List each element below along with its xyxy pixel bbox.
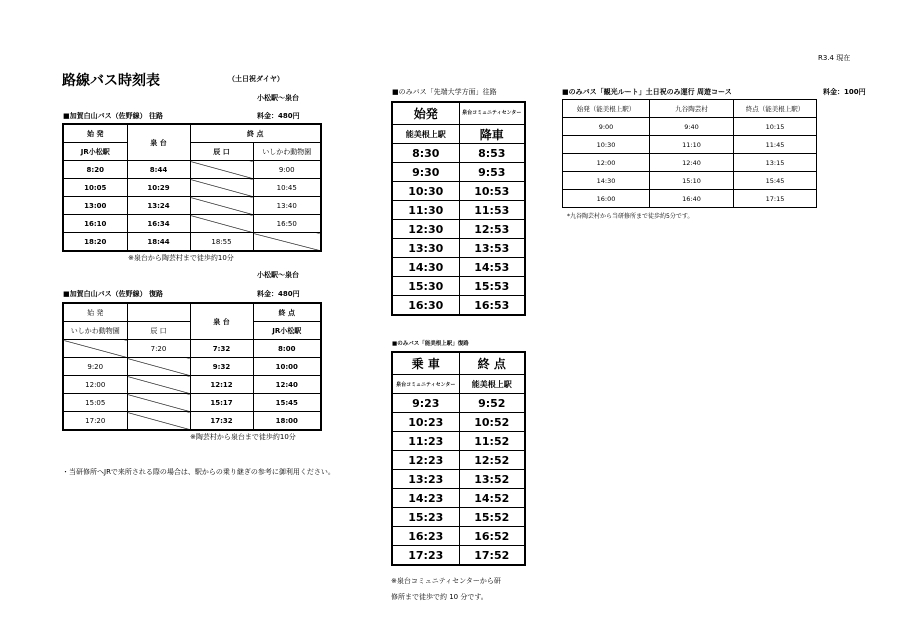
kaga-out-cell: 8:20 (63, 161, 127, 179)
kaga-out-cell: 18:44 (127, 233, 190, 252)
nomi-ret-cell: 17:52 (459, 546, 525, 566)
nomi-out-cell: 16:53 (459, 296, 525, 316)
nomi-out-cell: 9:53 (459, 163, 525, 182)
table-row (392, 527, 525, 546)
table-row (63, 161, 321, 179)
nomi-ret-cell: 9:52 (459, 394, 525, 413)
table-row (392, 239, 525, 258)
nomi-out-heading: ■のみバス「先端大学方面」往路 (392, 88, 497, 96)
kaga-out-col-izumidai: 泉 台 (127, 124, 190, 161)
kaga-out-fare: 料金：480円 (257, 112, 300, 120)
nomi-kanko-fare: 料金：100円 (823, 88, 866, 96)
kaga-out-cell: 8:44 (127, 161, 190, 179)
nomi-ret-cell: 13:23 (392, 470, 459, 489)
nomi-ret-col-board: 乗 車 (392, 352, 459, 375)
kaga-ret-cell: 17:20 (63, 412, 127, 431)
table-row (392, 296, 525, 316)
nomi-kanko-table (562, 99, 817, 208)
nomi-kanko-heading: ■のみバス「観光ルート」土日祝のみ運行 周遊コース (562, 88, 732, 96)
kaga-ret-route-label: 小松駅～泉台 (257, 271, 299, 279)
nomi-out-cell: 10:30 (392, 182, 459, 201)
nomi-out-sub-start: 能美根上駅 (392, 125, 459, 144)
nomi-kanko-cell: 12:00 (563, 154, 650, 172)
nomi-out-cell: 13:30 (392, 239, 459, 258)
table-row (392, 277, 525, 296)
table-row (392, 508, 525, 527)
kaga-ret-cell: 9:32 (190, 358, 253, 376)
table-row (392, 201, 525, 220)
nomi-out-table (391, 101, 526, 316)
kaga-out-sub-tatsunokuchi: 辰 口 (190, 143, 253, 161)
nomi-out-cell: 14:53 (459, 258, 525, 277)
general-note: ・当研修所へJRで来所される際の場合は、駅からの乗り継ぎの参考に御利用ください。 (62, 468, 335, 476)
table-row (63, 179, 321, 197)
kaga-out-empty-cell (253, 233, 321, 252)
kaga-ret-empty-cell (127, 376, 190, 394)
nomi-ret-table (391, 351, 526, 566)
nomi-kanko-cell: 15:10 (650, 172, 734, 190)
nomi-ret-sub-board: 泉台コミュニティセンター (392, 375, 459, 394)
kaga-ret-empty-cell (63, 340, 127, 358)
table-row (392, 182, 525, 201)
nomi-kanko-cell: 13:15 (734, 154, 817, 172)
kaga-out-cell: 13:24 (127, 197, 190, 215)
table-row (392, 451, 525, 470)
kaga-out-cell: 10:29 (127, 179, 190, 197)
nomi-out-cell: 13:53 (459, 239, 525, 258)
nomi-ret-cell: 12:23 (392, 451, 459, 470)
kaga-ret-empty-cell (127, 412, 190, 431)
nomi-kanko-cell: 9:00 (563, 118, 650, 136)
table-row (63, 233, 321, 252)
nomi-ret-heading: ■のみバス「能美根上駅」復路 (392, 341, 469, 347)
as-of-date: R3.4 現在 (818, 54, 851, 62)
nomi-ret-note-line2: 修所まで徒歩で約 10 分です。 (391, 593, 488, 601)
nomi-kanko-cell: 17:15 (734, 190, 817, 208)
kaga-out-table (62, 123, 322, 252)
kaga-out-note: ※泉台から陶芸村まで徒歩約10分 (128, 254, 234, 262)
kaga-ret-empty-cell (127, 358, 190, 376)
nomi-kanko-col-end: 終点（能美根上駅） (734, 100, 817, 118)
kaga-out-cell: 18:55 (190, 233, 253, 252)
nomi-out-cell: 11:53 (459, 201, 525, 220)
table-row (63, 340, 321, 358)
table-row (392, 432, 525, 451)
kaga-out-empty-cell (190, 179, 253, 197)
kaga-ret-cell: 12:00 (63, 376, 127, 394)
table-row (392, 258, 525, 277)
table-row (63, 394, 321, 412)
kaga-ret-fare: 料金：480円 (257, 290, 300, 298)
kaga-ret-col-end: 終 点 (253, 303, 321, 322)
nomi-ret-col-end: 終 点 (459, 352, 525, 375)
kaga-out-cell: 10:45 (253, 179, 321, 197)
kaga-ret-sub-end: JR小松駅 (253, 322, 321, 340)
kaga-out-cell: 16:10 (63, 215, 127, 233)
nomi-ret-note-line1: ※泉台コミュニティセンターから研 (391, 577, 501, 585)
table-row (392, 546, 525, 566)
nomi-ret-sub-end: 能美根上駅 (459, 375, 525, 394)
kaga-ret-cell: 7:20 (127, 340, 190, 358)
page-subtitle: （土日祝ダイヤ） (228, 75, 284, 83)
kaga-out-cell: 13:00 (63, 197, 127, 215)
table-row (392, 220, 525, 239)
kaga-ret-col-start: 始 発 (63, 303, 127, 322)
table-row (563, 118, 817, 136)
kaga-out-col-end: 終 点 (190, 124, 321, 143)
table-row (563, 172, 817, 190)
table-row (392, 489, 525, 508)
nomi-out-cell: 10:53 (459, 182, 525, 201)
nomi-kanko-cell: 16:00 (563, 190, 650, 208)
kaga-ret-col-blank (127, 303, 190, 322)
nomi-kanko-cell: 11:45 (734, 136, 817, 154)
nomi-ret-cell: 13:52 (459, 470, 525, 489)
nomi-kanko-cell: 9:40 (650, 118, 734, 136)
kaga-out-cell: 16:34 (127, 215, 190, 233)
nomi-kanko-col-kutani: 九谷陶芸村 (650, 100, 734, 118)
nomi-out-cell: 8:30 (392, 144, 459, 163)
nomi-out-sub-alight: 降車 (459, 125, 525, 144)
kaga-ret-table (62, 302, 322, 431)
kaga-ret-note: ※陶芸村から泉台まで徒歩約10分 (190, 433, 296, 441)
table-row (563, 190, 817, 208)
table-row (392, 144, 525, 163)
table-row (392, 413, 525, 432)
nomi-out-cell: 15:30 (392, 277, 459, 296)
kaga-ret-cell: 15:17 (190, 394, 253, 412)
nomi-ret-cell: 12:52 (459, 451, 525, 470)
nomi-kanko-note: *九谷陶芸村から当研修所まで徒歩約5分です。 (567, 213, 694, 220)
kaga-ret-sub-zoo: いしかわ動物園 (63, 322, 127, 340)
kaga-ret-sub-tatsunokuchi: 辰 口 (127, 322, 190, 340)
nomi-out-cell: 9:30 (392, 163, 459, 182)
nomi-out-cell: 15:53 (459, 277, 525, 296)
kaga-ret-cell: 18:00 (253, 412, 321, 431)
table-row (63, 197, 321, 215)
kaga-out-cell: 16:50 (253, 215, 321, 233)
nomi-out-cell: 12:53 (459, 220, 525, 239)
table-row (392, 470, 525, 489)
nomi-ret-cell: 15:23 (392, 508, 459, 527)
nomi-kanko-cell: 12:40 (650, 154, 734, 172)
table-row (563, 154, 817, 172)
kaga-ret-cell: 15:05 (63, 394, 127, 412)
nomi-ret-cell: 11:52 (459, 432, 525, 451)
nomi-ret-cell: 16:23 (392, 527, 459, 546)
kaga-out-cell: 13:40 (253, 197, 321, 215)
kaga-ret-heading: ■加賀白山バス（佐野線） 復路 (63, 290, 164, 298)
kaga-out-empty-cell (190, 161, 253, 179)
kaga-out-heading: ■加賀白山バス（佐野線） 往路 (63, 112, 164, 120)
kaga-ret-cell: 10:00 (253, 358, 321, 376)
kaga-ret-cell: 12:12 (190, 376, 253, 394)
kaga-out-sub-zoo: いしかわ動物園 (253, 143, 321, 161)
kaga-out-sub-start: JR小松駅 (63, 143, 127, 161)
nomi-kanko-cell: 10:30 (563, 136, 650, 154)
table-row (392, 163, 525, 182)
kaga-ret-cell: 8:00 (253, 340, 321, 358)
nomi-ret-cell: 17:23 (392, 546, 459, 566)
nomi-ret-cell: 14:23 (392, 489, 459, 508)
page-title: 路線バス時刻表 (62, 73, 160, 89)
nomi-out-cell: 8:53 (459, 144, 525, 163)
nomi-ret-cell: 15:52 (459, 508, 525, 527)
kaga-out-empty-cell (190, 197, 253, 215)
table-row (63, 412, 321, 431)
nomi-out-cell: 11:30 (392, 201, 459, 220)
kaga-ret-empty-cell (127, 394, 190, 412)
table-row (63, 358, 321, 376)
kaga-out-cell: 9:00 (253, 161, 321, 179)
nomi-ret-cell: 11:23 (392, 432, 459, 451)
nomi-ret-cell: 9:23 (392, 394, 459, 413)
nomi-out-cell: 14:30 (392, 258, 459, 277)
nomi-kanko-cell: 14:30 (563, 172, 650, 190)
nomi-out-cell: 16:30 (392, 296, 459, 316)
kaga-ret-cell: 7:32 (190, 340, 253, 358)
kaga-out-cell: 18:20 (63, 233, 127, 252)
kaga-out-empty-cell (190, 215, 253, 233)
nomi-kanko-cell: 16:40 (650, 190, 734, 208)
nomi-kanko-col-start: 始発（能美根上駅） (563, 100, 650, 118)
nomi-kanko-cell: 10:15 (734, 118, 817, 136)
kaga-ret-col-izumidai: 泉 台 (190, 303, 253, 340)
kaga-ret-cell: 12:40 (253, 376, 321, 394)
nomi-kanko-cell: 11:10 (650, 136, 734, 154)
table-row (563, 136, 817, 154)
nomi-kanko-cell: 15:45 (734, 172, 817, 190)
nomi-ret-cell: 10:23 (392, 413, 459, 432)
kaga-out-route-label: 小松駅～泉台 (257, 94, 299, 102)
nomi-ret-cell: 10:52 (459, 413, 525, 432)
kaga-out-col-start: 始 発 (63, 124, 127, 143)
table-row (392, 394, 525, 413)
kaga-ret-cell: 17:32 (190, 412, 253, 431)
table-row (63, 215, 321, 233)
nomi-out-cell: 12:30 (392, 220, 459, 239)
nomi-out-col-alight: 泉台コミュニティセンター (459, 102, 525, 125)
table-row (63, 376, 321, 394)
nomi-out-col-start: 始発 (392, 102, 459, 125)
nomi-ret-cell: 14:52 (459, 489, 525, 508)
nomi-ret-cell: 16:52 (459, 527, 525, 546)
kaga-ret-cell: 15:45 (253, 394, 321, 412)
kaga-ret-cell: 9:20 (63, 358, 127, 376)
kaga-out-cell: 10:05 (63, 179, 127, 197)
